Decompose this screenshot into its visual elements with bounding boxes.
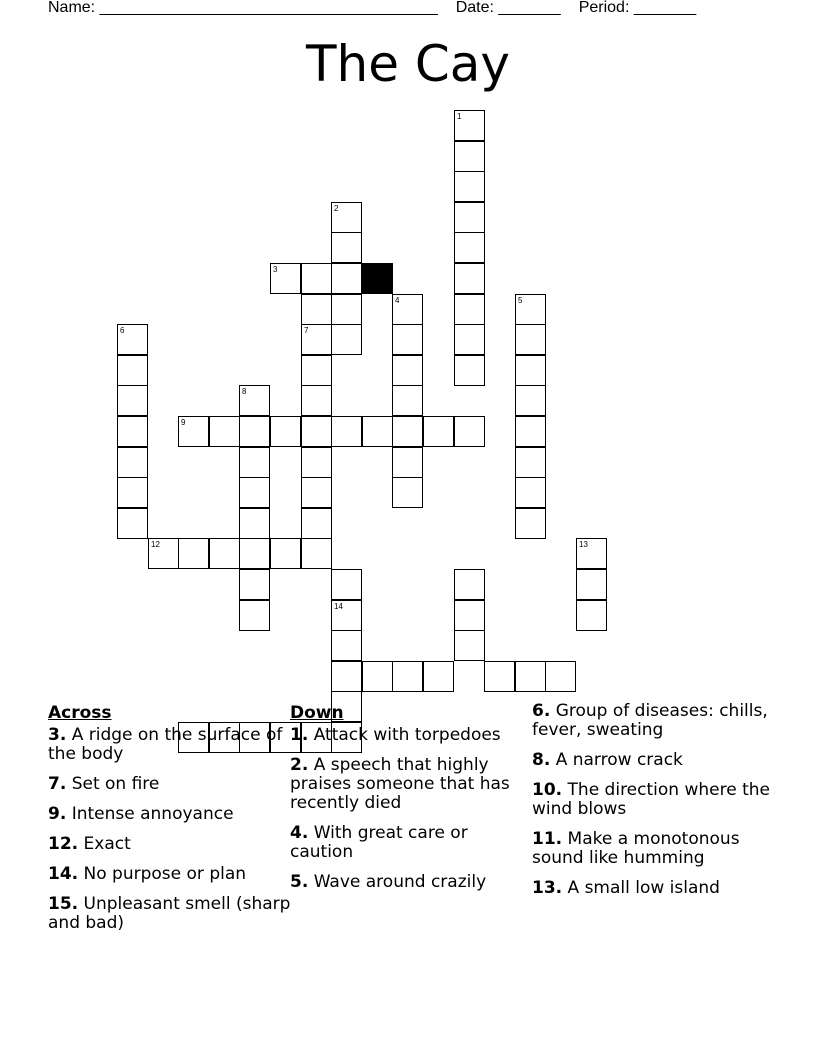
crossword-cell[interactable]: [392, 447, 423, 478]
black-square: [362, 263, 393, 294]
crossword-cell[interactable]: [392, 661, 423, 692]
down-clues-continued: [532, 702, 772, 909]
crossword-cell[interactable]: [515, 385, 546, 416]
crossword-cell[interactable]: [209, 416, 240, 447]
crossword-cell[interactable]: [301, 508, 332, 539]
clue-number-label: 1: [457, 112, 462, 121]
crossword-cell[interactable]: [454, 600, 485, 631]
clue-down-13: 13. A small low island: [532, 878, 720, 898]
crossword-cell[interactable]: [423, 416, 454, 447]
crossword-cell[interactable]: [545, 661, 576, 692]
crossword-cell[interactable]: [117, 508, 148, 539]
crossword-cell[interactable]: [454, 416, 485, 447]
crossword-cell[interactable]: [239, 416, 270, 447]
down-heading: Down: [290, 703, 344, 723]
crossword-cell[interactable]: [454, 141, 485, 172]
crossword-cell[interactable]: [148, 538, 179, 569]
clue-number-label: 3: [273, 265, 278, 274]
crossword-cell[interactable]: [515, 324, 546, 355]
crossword-cell[interactable]: [117, 477, 148, 508]
clue-across-9: 9. Intense annoyance: [48, 804, 234, 824]
clue-number-label: 4: [395, 296, 400, 305]
clue-number-label: 12: [151, 540, 160, 549]
down-clues: [290, 702, 515, 903]
clue-down-1: 1. Attack with torpedoes: [290, 725, 501, 745]
clue-number-label: 6: [120, 326, 125, 335]
clue-across-12: 12. Exact: [48, 834, 131, 854]
crossword-cell[interactable]: [331, 661, 362, 692]
clue-number-label: 2: [334, 204, 339, 213]
crossword-cell[interactable]: [270, 538, 301, 569]
clue-number-label: 5: [518, 296, 523, 305]
crossword-cell[interactable]: [454, 263, 485, 294]
crossword-cell[interactable]: [515, 661, 546, 692]
clue-down-2: 2. A speech that highly praises someone that has recently died: [290, 755, 510, 813]
crossword-cell[interactable]: [331, 324, 362, 355]
crossword-cell[interactable]: [515, 355, 546, 386]
crossword-cell[interactable]: [239, 385, 270, 416]
crossword-cell[interactable]: [515, 508, 546, 539]
crossword-cell[interactable]: [239, 477, 270, 508]
crossword-cell[interactable]: [392, 385, 423, 416]
crossword-cell[interactable]: [576, 538, 607, 569]
crossword-cell[interactable]: [239, 447, 270, 478]
clue-down-6: 6. Group of diseases: chills, fever, sweating: [532, 701, 768, 740]
crossword-cell[interactable]: [239, 538, 270, 569]
crossword-cell[interactable]: [454, 110, 485, 141]
crossword-cell[interactable]: [301, 324, 332, 355]
crossword-cell[interactable]: [515, 447, 546, 478]
crossword-cell[interactable]: [331, 232, 362, 263]
crossword-cell[interactable]: [392, 324, 423, 355]
crossword-cell[interactable]: [331, 294, 362, 325]
crossword-cell[interactable]: [117, 416, 148, 447]
across-clues: [48, 702, 298, 944]
page-title: The Cay: [305, 35, 511, 93]
clue-down-4: 4. With great care or caution: [290, 823, 468, 862]
crossword-cell[interactable]: [117, 324, 148, 355]
crossword-cell[interactable]: [331, 569, 362, 600]
crossword-cell[interactable]: [515, 477, 546, 508]
clue-number-label: 7: [304, 326, 309, 335]
clue-down-10: 10. The direction where the wind blows: [532, 780, 770, 819]
crossword-cell[interactable]: [301, 263, 332, 294]
crossword-cell[interactable]: [423, 661, 454, 692]
crossword-cell[interactable]: [331, 630, 362, 661]
crossword-cell[interactable]: [392, 477, 423, 508]
crossword-cell[interactable]: [331, 202, 362, 233]
crossword-cell[interactable]: [392, 355, 423, 386]
crossword-cell[interactable]: [576, 569, 607, 600]
crossword-cell[interactable]: [117, 447, 148, 478]
crossword-cell[interactable]: [301, 538, 332, 569]
clue-number-label: 9: [181, 418, 186, 427]
crossword-cell[interactable]: [392, 294, 423, 325]
clue-down-11: 11. Make a monotonous sound like humming: [532, 829, 740, 868]
crossword-cell[interactable]: [454, 569, 485, 600]
crossword-cell[interactable]: [331, 416, 362, 447]
crossword-cell[interactable]: [454, 232, 485, 263]
crossword-cell[interactable]: [454, 324, 485, 355]
crossword-cell[interactable]: [454, 294, 485, 325]
crossword-cell[interactable]: [301, 294, 332, 325]
crossword-cell[interactable]: [270, 416, 301, 447]
crossword-cell[interactable]: [239, 569, 270, 600]
crossword-cell[interactable]: [301, 385, 332, 416]
crossword-cell[interactable]: [454, 630, 485, 661]
clue-across-3: 3. A ridge on the surface of the body: [48, 725, 283, 764]
clue-across-15: 15. Unpleasant smell (sharp and bad): [48, 894, 291, 933]
crossword-cell[interactable]: [484, 661, 515, 692]
crossword-cell[interactable]: [301, 355, 332, 386]
crossword-cell[interactable]: [454, 355, 485, 386]
crossword-cell[interactable]: [239, 600, 270, 631]
crossword-cell[interactable]: [270, 263, 301, 294]
crossword-cell[interactable]: [178, 416, 209, 447]
crossword-cell[interactable]: [301, 416, 332, 447]
crossword-cell[interactable]: [454, 171, 485, 202]
clue-number-label: 14: [334, 602, 343, 611]
crossword-cell[interactable]: [301, 477, 332, 508]
crossword-cell[interactable]: [392, 416, 423, 447]
date-field[interactable]: Date: _______: [455, 0, 561, 16]
crossword-cell[interactable]: [301, 447, 332, 478]
crossword-cell[interactable]: [178, 538, 209, 569]
crossword-cell[interactable]: [239, 508, 270, 539]
clue-across-14: 14. No purpose or plan: [48, 864, 247, 884]
clue-across-7: 7. Set on fire: [48, 774, 160, 794]
crossword-cell[interactable]: [515, 416, 546, 447]
clue-down-5: 5. Wave around crazily: [290, 872, 487, 892]
crossword-cell[interactable]: [209, 538, 240, 569]
crossword-cell[interactable]: [117, 355, 148, 386]
crossword-cell[interactable]: [454, 202, 485, 233]
period-field[interactable]: Period: _______: [578, 0, 697, 16]
crossword-cell[interactable]: [331, 263, 362, 294]
crossword-cell[interactable]: [576, 600, 607, 631]
crossword-cell[interactable]: [362, 661, 393, 692]
crossword-cell[interactable]: [362, 416, 393, 447]
clue-number-label: 8: [242, 387, 247, 396]
crossword-cell[interactable]: [117, 385, 148, 416]
clue-number-label: 13: [579, 540, 588, 549]
name-field[interactable]: Name: ______________________________________: [48, 0, 438, 16]
clue-down-8: 8. A narrow crack: [532, 750, 683, 770]
across-heading: Across: [48, 703, 112, 723]
crossword-cell[interactable]: [331, 600, 362, 631]
crossword-cell[interactable]: [515, 294, 546, 325]
